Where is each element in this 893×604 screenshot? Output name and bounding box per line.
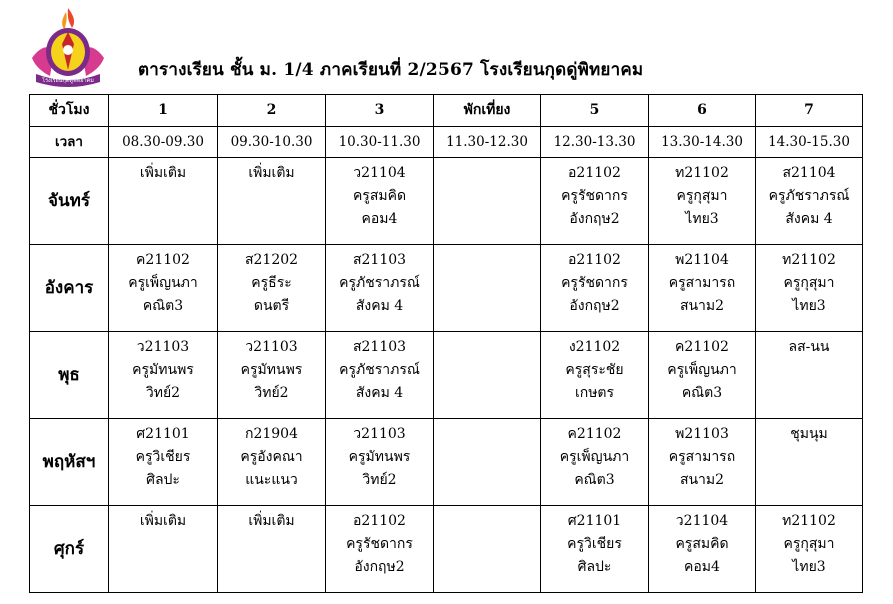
subject-code: อ21102: [568, 165, 621, 181]
subject-name: ดนตรี: [253, 298, 290, 314]
class-cell: [326, 419, 434, 506]
time-slot: 10.30-11.30: [326, 127, 434, 158]
class-cell: [541, 158, 649, 245]
class-cell: [541, 419, 649, 506]
period-header: 3: [326, 95, 434, 127]
teacher-name: ครูรัชดากร: [561, 188, 628, 204]
day-row: [30, 419, 863, 506]
class-cell: [649, 332, 756, 419]
teacher-name: ครูรัชดากร: [346, 536, 413, 552]
time-slot: 14.30-15.30: [756, 127, 863, 158]
subject-name: สนาม2: [679, 472, 725, 488]
subject-name: ไทย3: [685, 211, 719, 227]
subject-name: อังกฤษ2: [354, 559, 405, 575]
day-name: จันทร์: [30, 158, 109, 245]
lunch-header: พักเที่ยง: [434, 95, 541, 127]
class-cell: [434, 158, 541, 245]
subject-name: คอม4: [684, 559, 720, 575]
timetable: [29, 94, 863, 593]
teacher-name: ครูสามารถ: [668, 275, 736, 291]
subject-code: ส21103: [352, 252, 407, 268]
time-slot: 09.30-10.30: [218, 127, 326, 158]
teacher-name: ครูวิเชียร: [135, 449, 191, 465]
class-cell: [434, 419, 541, 506]
period-header: 5: [541, 95, 649, 127]
subject-code: ส21103: [352, 339, 407, 355]
subject-name: แนะแนว: [245, 472, 298, 488]
class-cell: [434, 332, 541, 419]
subject-name: วิทย์2: [145, 385, 181, 401]
time-slot: 13.30-14.30: [649, 127, 756, 158]
time-row: [30, 127, 863, 158]
class-cell: [218, 506, 326, 593]
subject-code: อ21102: [568, 252, 621, 268]
subject-code: ศ21101: [567, 513, 622, 529]
class-cell: [649, 419, 756, 506]
subject-name: คณิต3: [142, 298, 184, 314]
subject-code: ท21102: [782, 252, 836, 268]
subject-code: ลส-นน: [788, 339, 830, 355]
subject-code: พ21103: [675, 426, 729, 442]
day-name: พฤหัสฯ: [30, 419, 109, 506]
teacher-name: ครูเพ็ญนภา: [667, 362, 737, 378]
class-cell: [326, 332, 434, 419]
subject-name: วิทย์2: [362, 472, 397, 488]
subject-code: เพิ่มเติม: [139, 165, 187, 181]
school-crest-icon: [30, 6, 106, 88]
class-cell: [218, 245, 326, 332]
class-cell: [756, 419, 863, 506]
teacher-name: ครูมัทนพร: [240, 362, 303, 378]
teacher-name: ครูสมคิด: [352, 188, 407, 204]
teacher-name: ครูอังคณา: [240, 449, 303, 465]
subject-code: เพิ่มเติม: [248, 165, 295, 181]
class-cell: [756, 332, 863, 419]
time-label: เวลา: [30, 127, 109, 158]
subject-code: ว21103: [136, 339, 190, 355]
subject-code: ค21102: [567, 426, 622, 442]
class-cell: [109, 332, 218, 419]
subject-name: ศิลปะ: [146, 472, 180, 488]
class-cell: [541, 245, 649, 332]
teacher-name: ครูวิเชียร: [567, 536, 622, 552]
day-row: [30, 332, 863, 419]
teacher-name: ครูสุระชัย: [565, 362, 624, 378]
day-name: พุธ: [30, 332, 109, 419]
subject-code: ศ21101: [136, 426, 190, 442]
subject-code: ว21104: [353, 165, 406, 181]
day-row: [30, 158, 863, 245]
class-cell: [218, 158, 326, 245]
teacher-name: ครูกุสุมา: [783, 275, 835, 291]
teacher-name: ครูมัทนพร: [348, 449, 411, 465]
subject-code: ส21104: [782, 165, 836, 181]
day-name: อังคาร: [30, 245, 109, 332]
class-cell: [218, 419, 326, 506]
subject-name: คณิต3: [574, 472, 615, 488]
subject-code: พ21104: [675, 252, 729, 268]
page-title: ตารางเรียน ชั้น ม. 1/4 ภาคเรียนที่ 2/2567 โรงเรียนกุดดู่พิทยาคม: [138, 60, 644, 80]
header-label: ชั่วโมง: [30, 95, 109, 127]
class-cell: [109, 506, 218, 593]
class-cell: [326, 245, 434, 332]
class-cell: [541, 332, 649, 419]
class-cell: [434, 245, 541, 332]
subject-name: อังกฤษ2: [569, 211, 620, 227]
subject-name: ไทย3: [792, 559, 826, 575]
subject-name: สังคม 4: [785, 211, 833, 227]
period-header: 2: [218, 95, 326, 127]
subject-code: ท21102: [675, 165, 729, 181]
time-slot: 11.30-12.30: [434, 127, 541, 158]
class-cell: [541, 506, 649, 593]
subject-code: ว21103: [353, 426, 406, 442]
subject-code: เพิ่มเติม: [248, 513, 295, 529]
subject-name: เกษตร: [574, 385, 615, 401]
teacher-name: ครูธีระ: [251, 275, 292, 291]
subject-code: ว21104: [675, 513, 729, 529]
subject-code: ว21103: [245, 339, 298, 355]
class-cell: [756, 245, 863, 332]
subject-code: เพิ่มเติม: [139, 513, 187, 529]
class-cell: [218, 332, 326, 419]
time-slot: 08.30-09.30: [109, 127, 218, 158]
subject-name: วิทย์2: [254, 385, 289, 401]
subject-name: คณิต3: [681, 385, 723, 401]
class-cell: [649, 245, 756, 332]
class-cell: [326, 506, 434, 593]
teacher-name: ครูสามารถ: [668, 449, 736, 465]
subject-code: ส21202: [244, 252, 299, 268]
teacher-name: ครูกุสุมา: [676, 188, 728, 204]
teacher-name: ครูภัชราภรณ์: [339, 362, 420, 378]
logo-text: โรงเรียนกุดดู่พิทยาคม: [42, 78, 94, 84]
class-cell: [109, 158, 218, 245]
period-header: 1: [109, 95, 218, 127]
teacher-name: ครูเพ็ญนภา: [128, 275, 198, 291]
subject-name: คอม4: [361, 211, 398, 227]
teacher-name: ครูเพ็ญนภา: [559, 449, 630, 465]
day-row: [30, 506, 863, 593]
class-cell: [649, 158, 756, 245]
subject-name: ไทย3: [792, 298, 826, 314]
subject-name: ศิลปะ: [577, 559, 612, 575]
subject-code: ก21904: [244, 426, 298, 442]
teacher-name: ครูรัชดากร: [561, 275, 628, 291]
class-cell: [649, 506, 756, 593]
subject-name: สังคม 4: [355, 385, 404, 401]
time-slot: 12.30-13.30: [541, 127, 649, 158]
class-cell: [326, 158, 434, 245]
header-row: [30, 95, 863, 127]
subject-code: ง21102: [568, 339, 621, 355]
subject-name: สนาม2: [679, 298, 725, 314]
class-cell: [109, 419, 218, 506]
teacher-name: ครูภัชราภรณ์: [768, 188, 850, 204]
class-cell: [109, 245, 218, 332]
class-cell: [434, 506, 541, 593]
teacher-name: ครูสมคิด: [675, 536, 729, 552]
subject-code: ชุมนุม: [790, 426, 828, 442]
period-header: 6: [649, 95, 756, 127]
day-row: [30, 245, 863, 332]
teacher-name: ครูกุสุมา: [783, 536, 835, 552]
subject-code: ค21102: [675, 339, 729, 355]
class-cell: [756, 506, 863, 593]
period-header: 7: [756, 95, 863, 127]
subject-name: สังคม 4: [355, 298, 404, 314]
subject-code: ท21102: [782, 513, 836, 529]
subject-name: อังกฤษ2: [569, 298, 620, 314]
day-name: ศุกร์: [30, 506, 109, 593]
subject-code: อ21102: [353, 513, 406, 529]
teacher-name: ครูภัชราภรณ์: [339, 275, 420, 291]
class-cell: [756, 158, 863, 245]
teacher-name: ครูมัทนพร: [132, 362, 194, 378]
subject-code: ค21102: [136, 252, 190, 268]
